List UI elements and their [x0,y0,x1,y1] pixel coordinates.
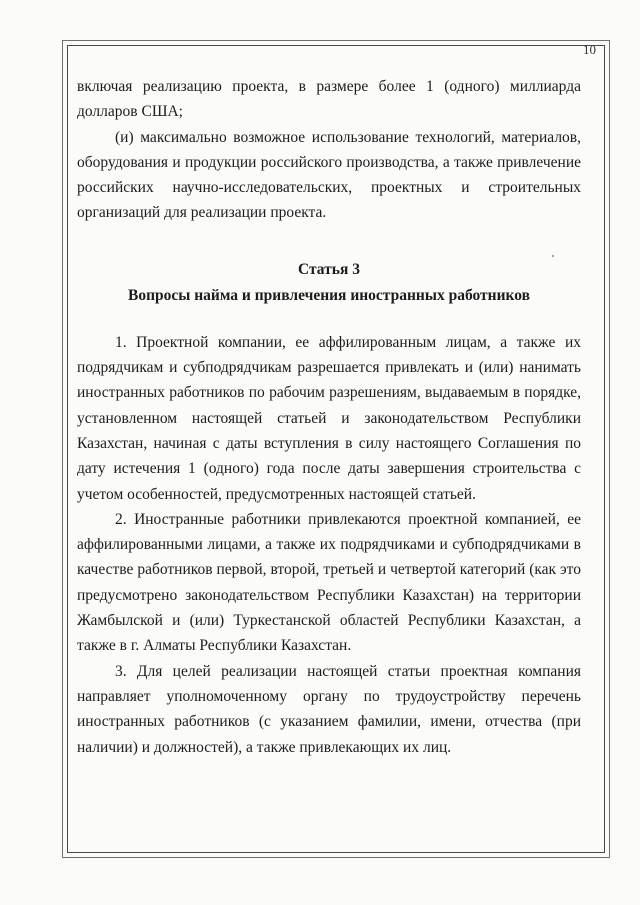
document-body [77,74,581,760]
continuation-paragraph: включая реализацию проекта, в размере более 1 (одного) миллиарда долларов США; [77,78,581,121]
section-gap [77,226,581,257]
article-number: Статья 3 [298,260,360,278]
clause-3: 3. Для целей реализации настоящей статьи проектная компания направляет уполномоченному органу по трудоустройству перечень иностранных работников (с указанием фамилии, имени, отчества (при наличии) и должностей), а также привлекающих их лиц. [77,662,581,756]
article-title: Вопросы найма и привлечения иностранных работников [128,286,530,304]
clause-i-paragraph: (и) максимально возможное использование технологий, материалов, оборудования и продукции российского производства, а также привлечение российских научно-исследовательских, проектных и строительных организаций для реализации проекта. [77,128,581,222]
page-number: 10 [583,42,596,57]
clause-1: 1. Проектной компании, ее аффилированным лицам, а также их подрядчикам и субподрядчикам разрешается привлекать и (или) нанимать иностранных работников по рабочим разрешениям, выдаваемым в порядке, установленном настоящей статьей и законодательством Республики Казахстан, начиная с даты вступления в силу настоящего Соглашения по дату истечения 1 (одного) года после даты завершения строительства с учетом особенностей, предусмотренных настоящей статьей. [77,333,581,503]
clause-2: 2. Иностранные работники привлекаются проектной компанией, ее аффилированными лицами, а также их подрядчиками и субподрядчиками в качестве работников первой, второй, третьей и четвертой категорий (как это предусмотрено законодательством Республики Казахстан) на территории Жамбылской и (или) Туркестанской областей Республики Казахстан, а также в г. Алматы Республики Казахстан. [77,510,581,655]
